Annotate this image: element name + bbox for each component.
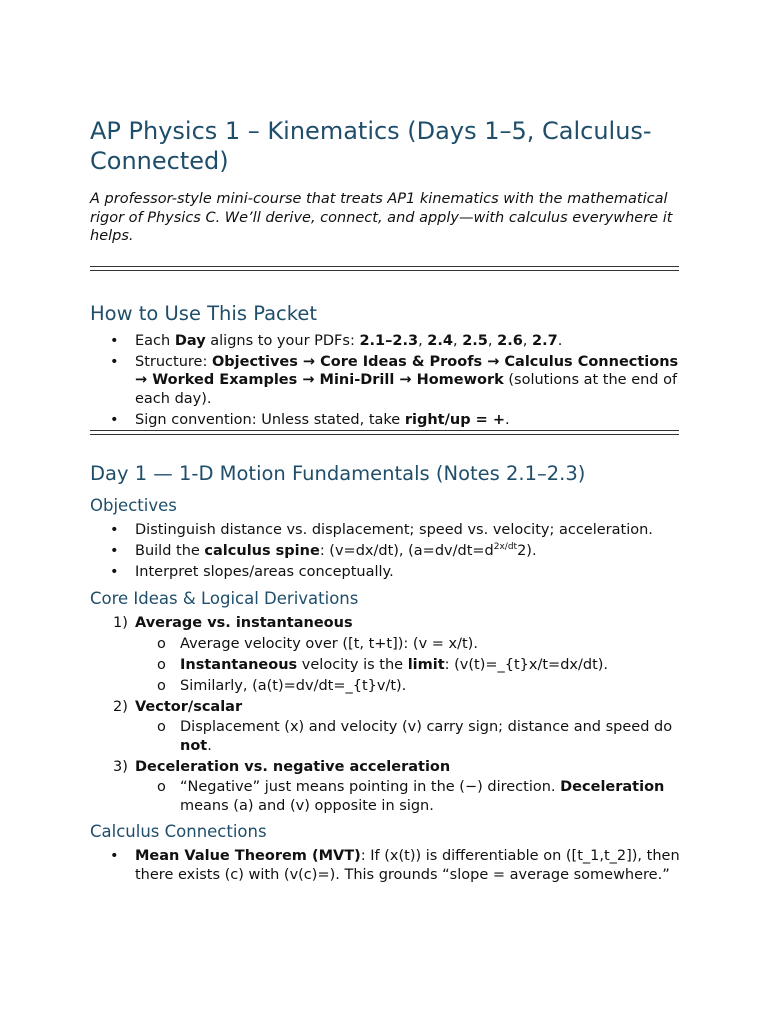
intro-paragraph: A professor-style mini-course that treats AP1 kinematics with the mathematical rigor of Physics C. We’ll derive, connect, and apply—with calculus everywhere it helps.: [90, 191, 673, 244]
day1-heading: Day 1 — 1-D Motion Fundamentals (Notes 2.1–2.3): [90, 461, 586, 485]
item-title: Deceleration vs. negative acceleration: [135, 758, 451, 775]
list-item: [90, 698, 680, 756]
list-item: • Interpret slopes/areas conceptually.: [90, 563, 680, 582]
item-title: Vector/scalar: [135, 698, 243, 715]
how-to-heading: How to Use This Packet: [90, 301, 317, 325]
sub-item: o “Negative” just means pointing in the (−) direction. Deceleration means (a) and (v) opposite in sign.: [157, 779, 665, 814]
list-item: • Each Day aligns to your PDFs: 2.1–2.3, 2.4, 2.5, 2.6, 2.7.: [90, 332, 680, 351]
item-number: 1): [113, 615, 128, 631]
sub-item: o Similarly, (a(t)=dv/dt=_{t}v/t).: [157, 677, 407, 694]
divider: [90, 266, 679, 271]
list-item: • Structure: Objectives → Core Ideas & Proofs → Calculus Connections → Worked Examples → Mini-Drill → Homework (solutions at the end of each day).: [90, 353, 680, 409]
item-number: 3): [113, 758, 128, 775]
page-title: AP Physics 1 – Kinematics (Days 1–5, Calculus-Connected): [90, 117, 652, 175]
item-number: 2): [113, 698, 128, 715]
core-ideas-list: [90, 614, 680, 815]
list-item: • Distinguish distance vs. displacement; speed vs. velocity; acceleration.: [90, 521, 680, 540]
sub-list: [135, 635, 680, 696]
divider: [90, 430, 679, 435]
list-item: [90, 614, 680, 695]
list-item: [90, 758, 680, 816]
list-item: • Sign convention: Unless stated, take right/up = +.: [90, 411, 680, 430]
core-ideas-heading: Core Ideas & Logical Derivations: [90, 589, 359, 608]
calculus-heading: Calculus Connections: [90, 822, 267, 841]
sub-item: o Displacement (x) and velocity (v) carry sign; distance and speed do not.: [157, 719, 673, 754]
how-to-list: [90, 332, 680, 430]
objectives-heading: Objectives: [90, 495, 177, 515]
calculus-list: [90, 847, 680, 884]
list-item: • Build the calculus spine: (v=dx/dt), $(a=dv/dt=d^{2x/dt}2)$.: [90, 542, 680, 561]
item-title: Average vs. instantaneous: [135, 615, 353, 631]
sub-item: o Instantaneous velocity is the limit: (v(t)=_{t}x/t=dx/dt).: [157, 656, 609, 673]
sub-list: [135, 718, 680, 755]
list-item: • Mean Value Theorem (MVT): If (x(t)) is differentiable on ([t_1,t_2]), then there exists (c) with (v(c)=). This grounds “slope = average somewhere.”: [90, 847, 680, 884]
document-content: [90, 116, 680, 887]
objectives-list: [90, 521, 680, 582]
sub-list: [135, 778, 680, 815]
sub-item: o Average velocity over ([t, t+t]): (v = x/t).: [157, 635, 478, 652]
